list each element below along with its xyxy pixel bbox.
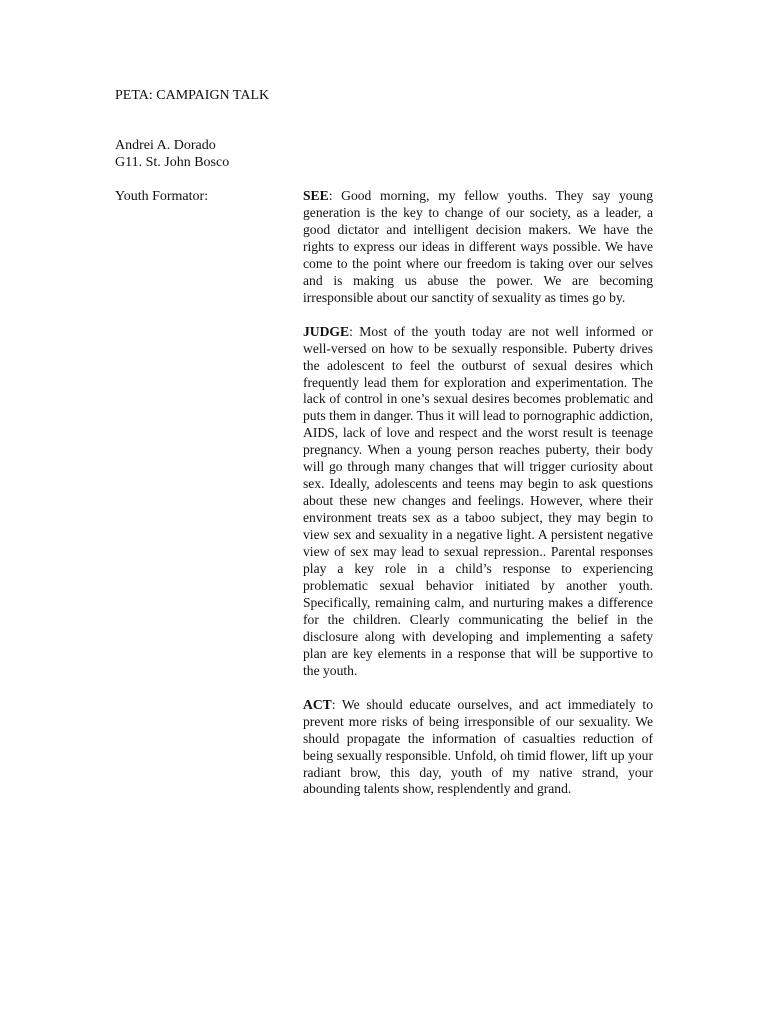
author-name: Andrei A. Dorado <box>115 138 216 153</box>
section-see <box>303 188 653 307</box>
document-title: PETA: CAMPAIGN TALK <box>115 88 270 103</box>
section-act <box>303 697 653 799</box>
author-section: G11. St. John Bosco <box>115 155 230 170</box>
section-judge <box>303 324 653 680</box>
section-heading: JUDGE <box>303 323 350 339</box>
speech-body <box>303 188 653 815</box>
section-heading: SEE <box>303 188 329 203</box>
role-label: Youth Formator: <box>115 189 209 204</box>
section-text: : Most of the youth today are not well informed or well-versed on how to be sexually responsible. Puberty drives the adolescent to feel the outburst of sexual desires which frequently lead them for exploration and experimentation. The lack of control in one’s sexual desires becomes problematic and puts them in danger. Thus it will lead to pornographic addiction, AIDS, lack of love and respect and the worst result is teenage pregnancy. When a young person reaches puberty, their body will go through many changes that will trigger curiosity about sex. Ideally, adolescents and teens may begin to ask questions about these new changes and feelings. However, where their environment treats sex as a taboo subject, they may begin to view sex and sexuality in a negative light. A persistent negative view of sex may lead to sexual repression.. Parental responses play a key role in a child’s response to experiencing problematic sexual behavior initiated by another youth. Specifically, remaining calm, and nurturing makes a difference for the children. Clearly communicating the belief in the disclosure along with developing and implementing a safety plan are key elements in a response that will be supportive to the youth. <box>303 323 653 678</box>
section-text: : Good morning, my fellow youths. They say young generation is the key to change of our society, as a leader, a good dictator and intelligent decision makers. We have the rights to express our ideas in different ways possible. We have come to the point where our freedom is taking over our selves and is making us abuse the power. We are becoming irresponsible about our sanctity of sexuality as times go by. <box>303 188 653 305</box>
section-text: : We should educate ourselves, and act immediately to prevent more risks of being irresponsible of our sexuality. We should propagate the information of casualties reduction of being sexually responsible. Unfold, oh timid flower, lift up your radiant brow, this day, youth of my native strand, your abounding talents show, resplendently and grand. <box>303 696 653 797</box>
author-block <box>115 137 229 171</box>
section-heading: ACT <box>303 696 332 712</box>
